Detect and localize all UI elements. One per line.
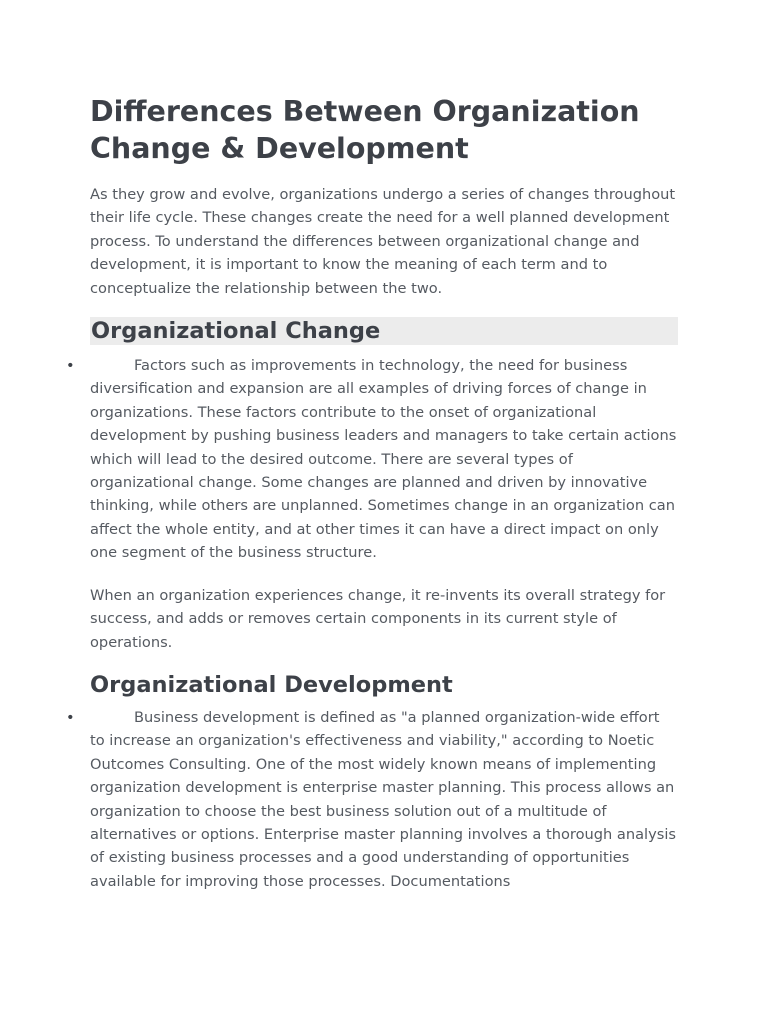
intro-paragraph: As they grow and evolve, organizations undergo a series of changes throughout their life cycle. These changes create the need for a well planned development process. To understand the differences between organizational change and development, it is important to know the meaning of each term and to conceptualize the relationship between the two.	[90, 186, 676, 297]
bullet-icon: •	[66, 357, 75, 375]
section-heading-organizational-development: Organizational Development	[90, 671, 453, 698]
list-item	[66, 706, 678, 893]
bullet-icon: •	[66, 708, 75, 726]
list-item	[66, 354, 678, 565]
bullet-text: Factors such as improvements in technology, the need for business diversification and expansion are all examples of driving forces of change in organizations. These factors contribute to the onset of organizational development by pushing business leaders and managers to take certain actions which will lead to the desired outcome. There are several types of organizational change. Some changes are planned and driven by innovative thinking, while others are unplanned. Sometimes change in an organization can affect the whole entity, and at other times it can have a direct impact on only one segment of the business structure.	[90, 357, 677, 562]
body-paragraph: When an organization experiences change, it re-invents its overall strategy for success, and adds or removes certain components in its current style of operations.	[90, 586, 666, 651]
document-page	[66, 93, 678, 893]
bullet-text: Business development is defined as "a planned organization-wide effort to increase an organization's effectiveness and viability," according to Noetic Outcomes Consulting. One of the most widely known means of implementing organization development is enterprise master planning. This process allows an organization to choose the best business solution out of a multitude of alternatives or options. Enterprise master planning involves a thorough analysis of existing business processes and a good understanding of opportunities available for improving those processes. Documentations	[90, 708, 677, 890]
section-heading-organizational-change: Organizational Change	[90, 317, 678, 345]
page-title: Differences Between Organization Change & Development	[90, 95, 640, 165]
